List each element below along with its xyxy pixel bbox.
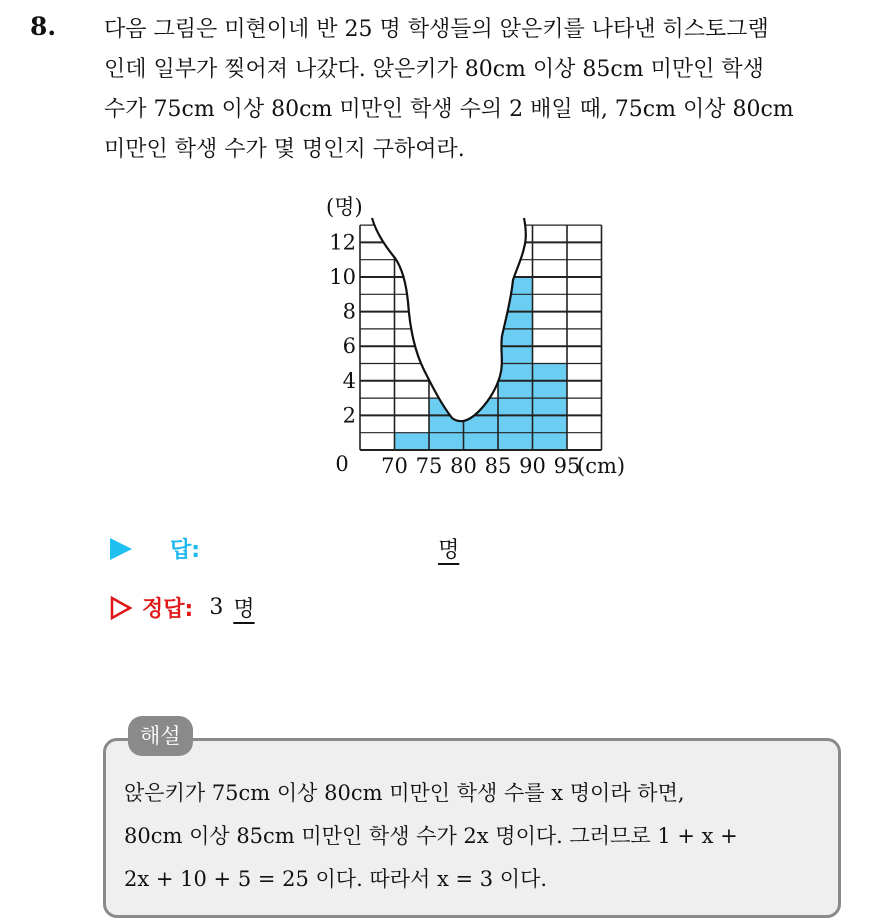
histogram-bar [395,433,430,450]
answer-unit: 명 [438,538,460,563]
question-line: 수가 75cm 이상 80cm 미만인 학생 수의 2 배일 때, 75cm 이상 80cm [104,97,794,122]
x-axis-unit: (cm) [577,454,626,478]
explanation-line: 80cm 이상 85cm 미만인 학생 수가 2x 명이다. 그러므로 1 + x + [124,824,738,848]
explanation-tag: 해설 [128,716,193,756]
answer-row [110,533,459,564]
question-line: 인데 일부가 찢어져 나갔다. 앉은키가 80cm 이상 85cm 미만인 학생 [104,57,764,82]
x-tick-label: 90 [519,454,546,478]
histogram-bar [533,364,568,451]
correct-answer-row [110,592,255,623]
play-triangle-icon [110,538,132,560]
answer-label: 답: [170,538,201,563]
correct-answer-label: 정답: [142,597,194,622]
x-tick-label: 95 [553,454,581,478]
x-tick-label: 70 [381,454,408,478]
x-tick-label: 85 [484,454,512,478]
question-line: 미만인 학생 수가 몇 명인지 구하여라. [104,137,465,162]
y-tick-label: 6 [342,334,356,359]
y-tick-label: 0 [335,452,349,476]
outline-triangle-icon [110,596,132,620]
correct-answer-value: 3 [209,595,224,620]
y-axis-label: (명) [326,195,363,219]
y-tick-label: 8 [342,299,356,324]
explanation-text [124,772,834,901]
y-tick-label: 2 [342,403,356,428]
y-tick-label: 12 [329,230,356,255]
y-tick-label: 10 [329,265,356,289]
x-tick-label: 80 [450,454,477,478]
y-tick-label: 4 [342,368,356,393]
correct-answer-unit: 명 [233,597,255,622]
question-line: 다음 그림은 미현이네 반 25 명 학생들의 앉은키를 나타낸 히스토그램 [104,17,769,42]
x-tick-label: 75 [415,454,443,478]
question-number: 8. [30,12,57,41]
explanation-line: 2x + 10 + 5 = 25 이다. 따라서 x = 3 이다. [124,867,548,891]
explanation-line: 앉은키가 75cm 이상 80cm 미만인 학생 수를 x 명이라 하면, [124,781,685,805]
